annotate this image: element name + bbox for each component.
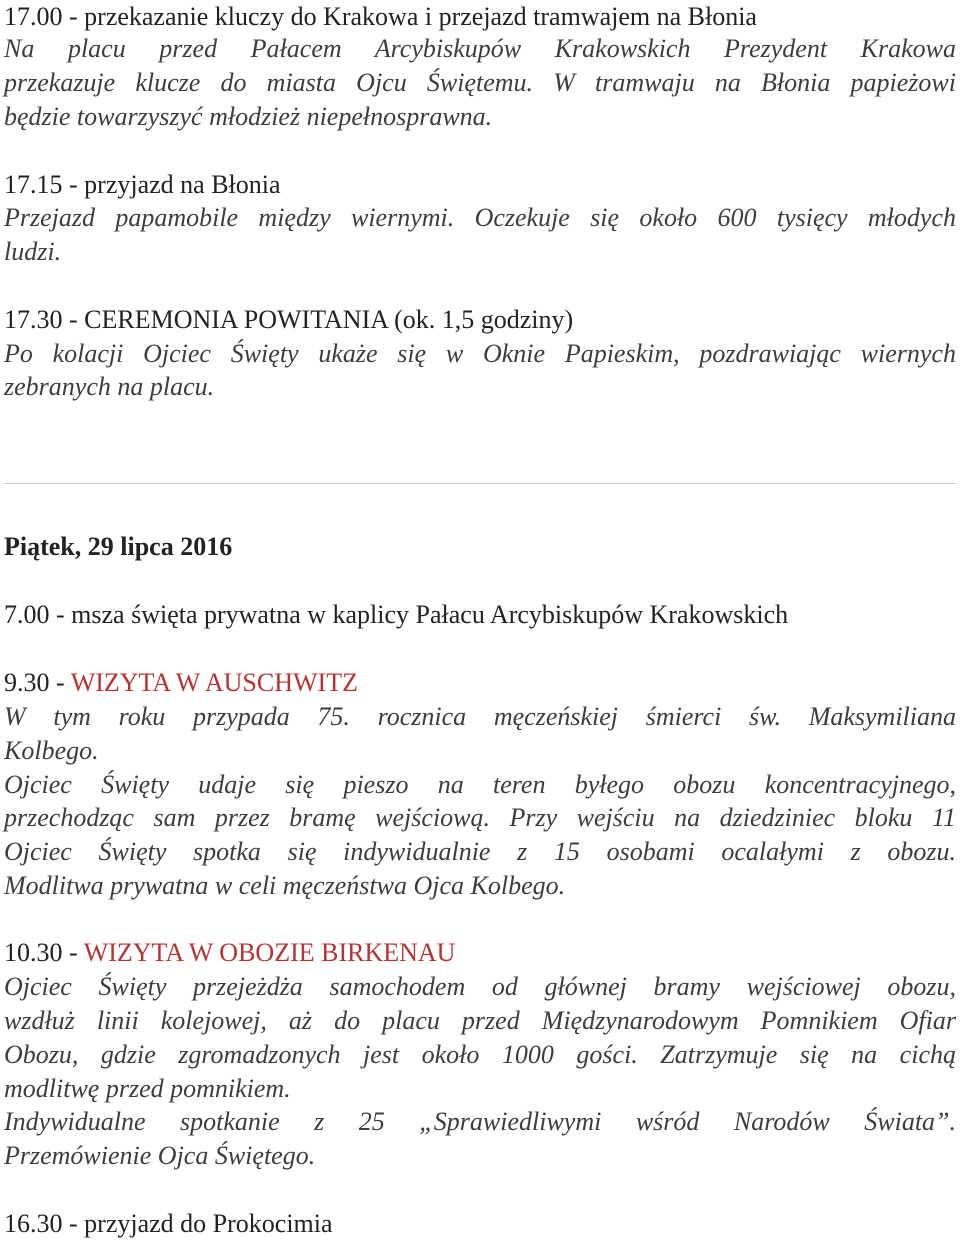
schedule-item-description: Obozu, gdzie zgromadzonych jest około 1000 gości. Zatrzymuje się na cichą xyxy=(4,1040,956,1069)
schedule-item-title: WIZYTA W OBOZIE BIRKENAU xyxy=(83,938,456,967)
schedule-item-description: ludzi. xyxy=(4,237,62,266)
schedule-item-heading: 17.15 - przyjazd na Błonia xyxy=(4,170,281,199)
schedule-item-time: 9.30 - xyxy=(4,668,71,697)
schedule-item-description: Ojciec Święty udaje się pieszo na teren byłego obozu koncentracyjnego, xyxy=(4,770,956,799)
schedule-item-heading xyxy=(4,666,956,700)
schedule-item-description: Indywidualne spotkanie z 25 „Sprawiedliwymi wśród Narodów Świata”. xyxy=(4,1107,956,1136)
schedule-item-description: przekazuje klucze do miasta Ojcu Świętemu. W tramwaju na Błonia papieżowi xyxy=(4,68,956,97)
schedule-item-description: Przejazd papamobile między wiernymi. Oczekuje się około 600 tysięcy młodych xyxy=(4,203,956,232)
schedule-item-description: Ojciec Święty przejeżdża samochodem od głównej bramy wejściowej obozu, xyxy=(4,972,956,1001)
section-divider xyxy=(4,483,956,484)
schedule-item-description: modlitwę przed pomnikiem. xyxy=(4,1074,291,1103)
schedule-item-description: Modlitwa prywatna w celi męczeństwa Ojca Kolbego. xyxy=(4,871,566,900)
schedule-item-description: Po kolacji Ojciec Święty ukaże się w Oknie Papieskim, pozdrawiając wiernych xyxy=(4,339,956,368)
schedule-item-description: przechodząc sam przez bramę wejściową. Przy wejściu na dziedziniec bloku 11 xyxy=(4,803,956,832)
schedule-item-title: WIZYTA W AUSCHWITZ xyxy=(70,668,358,697)
schedule-item-heading: 16.30 - przyjazd do Prokocimia xyxy=(4,1209,333,1238)
schedule-item-heading xyxy=(4,936,956,970)
schedule-item-description: zebranych na placu. xyxy=(4,372,215,401)
schedule-item-description: będzie towarzyszyć młodzież niepełnosprawna. xyxy=(4,102,493,131)
schedule-item-time: 10.30 - xyxy=(4,938,84,967)
schedule-item-description: wzdłuż linii kolejowej, aż do placu przed Międzynarodowym Pomnikiem Ofiar xyxy=(4,1006,956,1035)
schedule-item-description: Ojciec Święty spotka się indywidualnie z 15 osobami ocalałymi z obozu. xyxy=(4,837,956,866)
day-title: Piątek, 29 lipca 2016 xyxy=(4,532,233,561)
schedule-item-heading: 17.00 - przekazanie kluczy do Krakowa i przejazd tramwajem na Błonia xyxy=(4,2,757,31)
schedule-item-description: Na placu przed Pałacem Arcybiskupów Krakowskich Prezydent Krakowa xyxy=(4,34,956,63)
schedule-item-heading: 17.30 - CEREMONIA POWITANIA (ok. 1,5 godziny) xyxy=(4,305,574,334)
schedule-item-description: Kolbego. xyxy=(4,736,99,765)
schedule-item-description: Przemówienie Ojca Świętego. xyxy=(4,1141,316,1170)
schedule-item-heading: 7.00 - msza święta prywatna w kaplicy Pałacu Arcybiskupów Krakowskich xyxy=(4,600,789,629)
schedule-item-description: W tym roku przypada 75. rocznica męczeńskiej śmierci św. Maksymiliana xyxy=(4,702,956,731)
